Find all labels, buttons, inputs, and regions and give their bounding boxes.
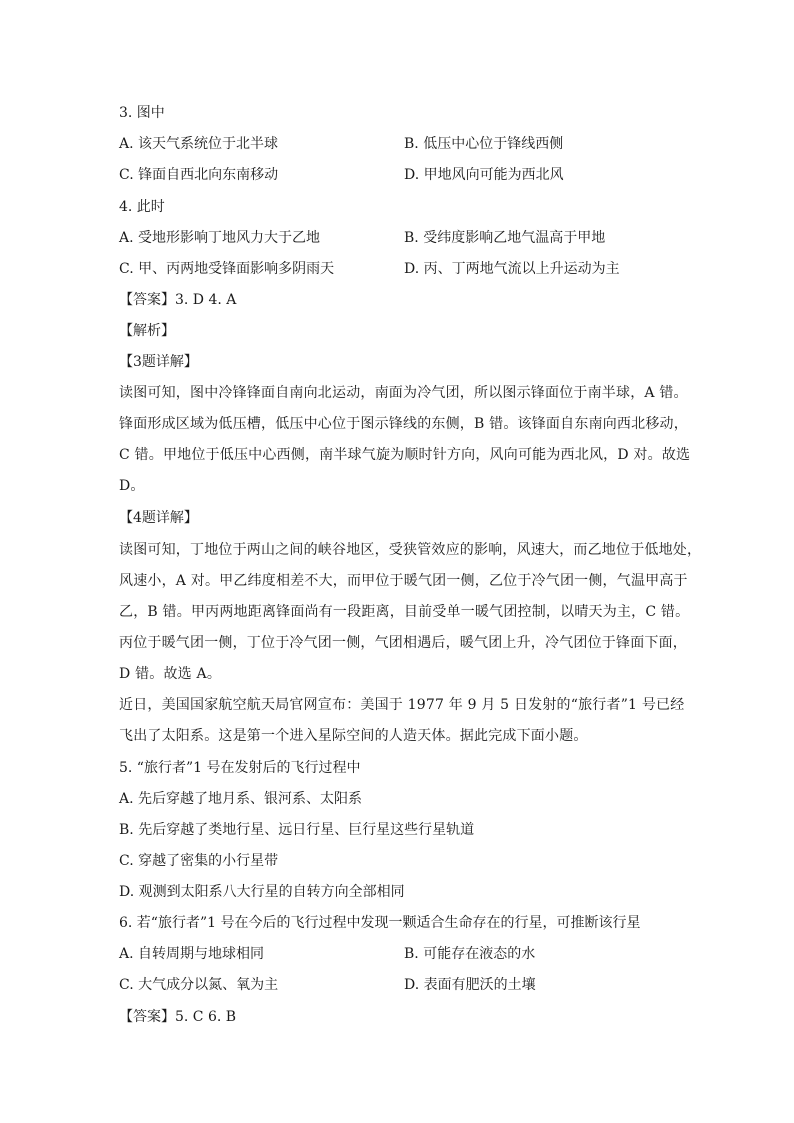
q4-option-d: D. 丙、丁两地气流以上升运动为主	[404, 261, 620, 277]
intro-line: 飞出了太阳系。这是第一个进入星际空间的人造天体。据此完成下面小题。	[119, 728, 588, 744]
q4-options-row-2	[119, 259, 679, 279]
intro-paragraph	[119, 690, 685, 752]
detail-4-line: 读图可知，丁地位于两山之间的峡谷地区，受狭管效应的影响，风速大，而乙地位于低地处，	[119, 542, 702, 558]
q3-stem: 3. 图中	[119, 105, 165, 121]
detail-4-title: 【4题详解】	[119, 510, 198, 526]
q6-option-c: C. 大气成分以氮、氧为主	[119, 977, 279, 993]
detail-3-title: 【3题详解】	[119, 354, 198, 370]
q4-option-a: A. 受地形影响丁地风力大于乙地	[119, 230, 321, 246]
detail-3-line: D。	[119, 478, 145, 494]
q3-option-d: D. 甲地风向可能为西北风	[404, 167, 564, 183]
q6-option-b: B. 可能存在液态的水	[404, 946, 536, 962]
detail-3-line: C 错。甲地位于低压中心西侧，南半球气旋为顺时针方向，风向可能为西北风，D 对。故选	[119, 447, 691, 463]
detail-4-line: D 错。故选 A。	[119, 666, 222, 682]
q6-options-row-2	[119, 975, 679, 995]
detail-3-line: 读图可知，图中冷锋锋面自南向北运动，南面为冷气团，所以图示锋面位于南半球，A 错。	[119, 385, 688, 401]
answer-5-6: 【答案】5. C 6. B	[119, 1009, 237, 1025]
q6-option-a: A. 自转周期与地球相同	[119, 946, 265, 962]
q5-option-c: C. 穿越了密集的小行星带	[119, 853, 279, 869]
q4-options-row-1	[119, 228, 679, 248]
detail-3-line: 锋面形成区域为低压槽，低压中心位于图示锋线的东侧，B 错。该锋面自东南向西北移动，	[119, 416, 688, 432]
detail-4-line: 乙，B 错。甲丙两地距离锋面尚有一段距离，目前受单一暖气团控制，以晴天为主，C 错。	[119, 604, 690, 620]
q5-option-a: A. 先后穿越了地月系、银河系、太阳系	[119, 791, 363, 807]
q3-option-c: C. 锋面自西北向东南移动	[119, 167, 279, 183]
answer-3-4: 【答案】3. D 4. A	[119, 292, 237, 308]
analysis-label: 【解析】	[119, 323, 175, 339]
q4-option-c: C. 甲、丙两地受锋面影响多阴雨天	[119, 261, 335, 277]
q3-option-a: A. 该天气系统位于北半球	[119, 136, 279, 152]
q6-options-row-1	[119, 944, 679, 964]
detail-4-line: 丙位于暖气团一侧，丁位于冷气团一侧，气团相遇后，暖气团上升，冷气团位于锋面下面，	[119, 635, 687, 651]
q4-stem: 4. 此时	[119, 199, 165, 215]
q3-options-row-2	[119, 165, 679, 185]
q6-option-d: D. 表面有肥沃的土壤	[404, 977, 536, 993]
detail-4-body	[119, 535, 702, 690]
intro-line: 近日，美国国家航空航天局官网宣布：美国于 1977 年 9 月 5 日发射的“旅行者”1 号已经	[119, 697, 685, 713]
q4-option-b: B. 受纬度影响乙地气温高于甲地	[404, 230, 606, 246]
q3-options-row-1	[119, 134, 679, 154]
q3-option-b: B. 低压中心位于锋线西侧	[404, 136, 564, 152]
q5-stem: 5. “旅行者”1 号在发射后的飞行过程中	[119, 760, 361, 776]
detail-3-body	[119, 378, 691, 502]
q5-option-b: B. 先后穿越了类地行星、远日行星、巨行星这些行星轨道	[119, 822, 475, 838]
detail-4-line: 风速小，A 对。甲乙纬度相差不大，而甲位于暖气团一侧，乙位于冷气团一侧，气温甲高于	[119, 573, 688, 589]
q5-option-d: D. 观测到太阳系八大行星的自转方向全部相同	[119, 884, 405, 900]
q6-stem: 6. 若“旅行者”1 号在今后的飞行过程中发现一颗适合生命存在的行星，可推断该行星	[119, 915, 641, 931]
